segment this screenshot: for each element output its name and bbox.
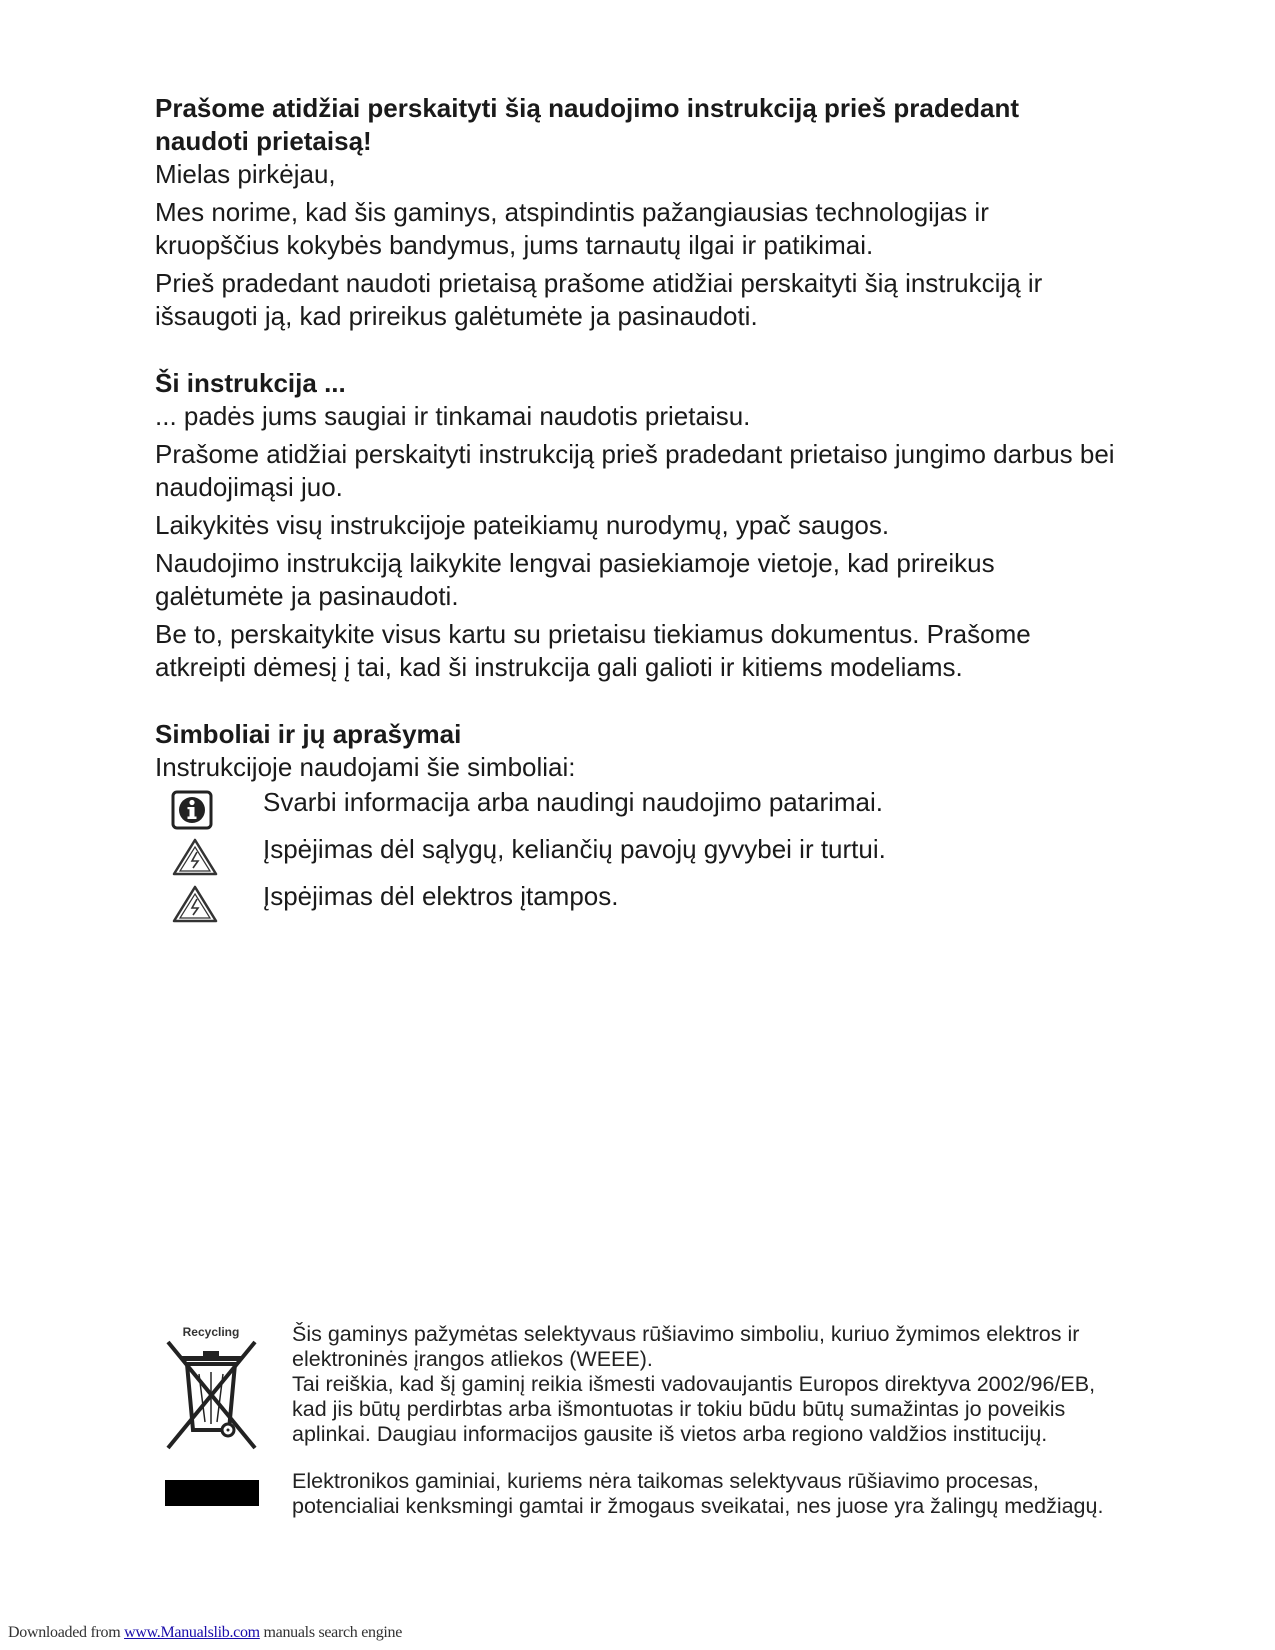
- document-page: [155, 92, 1115, 927]
- weee-section: [165, 1322, 1125, 1519]
- info-icon: [155, 786, 263, 830]
- symbol-row-electric: [155, 880, 1115, 927]
- weee-text: [292, 1322, 1112, 1519]
- instruction-heading: Ši instrukcija ...: [155, 368, 346, 398]
- symbols-heading: Simboliai ir jų aprašymai: [155, 719, 462, 749]
- symbol-row-warning: [155, 833, 1115, 880]
- symbol-text-electric: Įspėjimas dėl elektros įtampos.: [263, 881, 619, 911]
- footer-suffix: manuals search engine: [259, 1624, 403, 1641]
- instruction-paragraph-5: Be to, perskaitykite visus kartu su prietaisu tiekiamus dokumentus. Prašome atkreipti dėmesį į tai, kad ši instrukcija gali galioti ir kitiems modeliams.: [155, 619, 1031, 682]
- manualslib-link[interactable]: www.Manualslib.com: [124, 1624, 260, 1641]
- weee-paragraph-2: Tai reiškia, kad šį gaminį reikia išmesti vadovaujantis Europos direktyva 2002/96/EB, kad jis būtų perdirbtas arba išmontuotas ir tokiu būdu būtų sumažintas jo poveikis aplinkai. Daugiau informacijos gausite iš vietos arba regiono valdžios institucijų.: [292, 1372, 1096, 1446]
- symbols-list: [155, 786, 1115, 927]
- symbols-intro: Instrukcijoje naudojami šie simboliai:: [155, 752, 576, 782]
- warning-triangle-icon: [155, 833, 263, 877]
- symbol-text-info: Svarbi informacija arba naudingi naudojimo patarimai.: [263, 787, 884, 817]
- weee-paragraph-3: Elektronikos gaminiai, kuriems nėra taikomas selektyvaus rūšiavimo procesas, potencialiai kenksmingi gamtai ir žmogaus sveikatai, nes juose yra žalingų medžiagų.: [292, 1469, 1104, 1518]
- intro-paragraph-1: Mes norime, kad šis gaminys, atspindintis pažangiausias technologijas ir kruopščius kokybės bandymus, jums tarnautų ilgai ir patikimai.: [155, 197, 989, 260]
- instruction-paragraph-1: ... padės jums saugiai ir tinkamai naudotis prietaisu.: [155, 401, 751, 431]
- recycling-label: Recycling: [182, 1325, 240, 1339]
- instruction-paragraph-3: Laikykitės visų instrukcijoje pateikiamų nurodymų, ypač saugos.: [155, 510, 890, 540]
- instruction-paragraph-2: Prašome atidžiai perskaityti instrukciją prieš pradedant prietaiso jungimo darbus bei naudojimąsi juo.: [155, 439, 1115, 502]
- electric-warning-icon: [155, 880, 263, 924]
- intro-paragraph-2: Prieš pradedant naudoti prietaisą prašome atidžiai perskaityti šią instrukciją ir išsaugoti ją, kad prireikus galėtumėte ja pasinaudoti.: [155, 268, 1043, 331]
- instruction-paragraph-4: Naudojimo instrukciją laikykite lengvai pasiekiamoje vietoje, kad prireikus galėtumėte ja pasinaudoti.: [155, 548, 995, 611]
- weee-paragraph-1: Šis gaminys pažymėtas selektyvaus rūšiavimo simboliu, kuriuo žymimos elektros ir elektroninės įrangos atliekos (WEEE).: [292, 1322, 1080, 1371]
- symbol-row-info: [155, 786, 1115, 833]
- recycling-bin-icon: [165, 1322, 292, 1519]
- intro-greeting: Mielas pirkėjau,: [155, 159, 336, 189]
- download-footer: [8, 1624, 402, 1642]
- intro-heading: Prašome atidžiai perskaityti šią naudojimo instrukciją prieš pradedant naudoti prietaisą!: [155, 93, 1020, 156]
- footer-prefix: Downloaded from: [8, 1624, 125, 1641]
- symbol-text-warning: Įspėjimas dėl sąlygų, keliančių pavojų gyvybei ir turtui.: [263, 834, 886, 864]
